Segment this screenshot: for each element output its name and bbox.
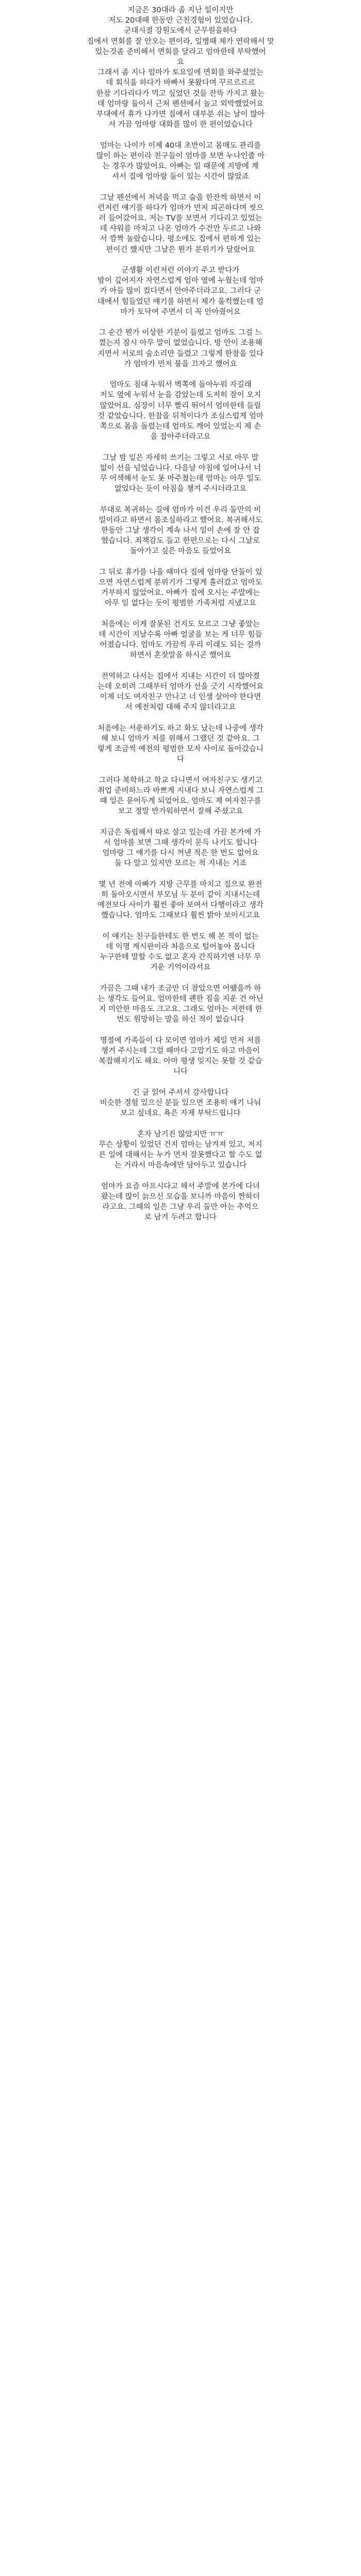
post-line: 무 어색해서 눈도 못 마주쳤는데 엄마는 아무 일도 — [100, 474, 261, 483]
post-line: 서 예전처럼 대해 주지 않더라고요 — [125, 703, 236, 712]
post-line: 비슷한 경험 있으신 분들 있으면 조용히 얘기 나눠 — [100, 1099, 261, 1108]
post-line: 해 보니 엄마가 저를 위해서 그랬던 것 같아요. 그 — [101, 735, 260, 743]
post-line: 데 시간이 지날수록 아빠 얼굴을 보는 게 너무 힘들 — [99, 631, 262, 639]
post-line: 보고 정말 반가워하면서 잘해 주셨고요 — [118, 807, 243, 816]
post-line: 가 엄마가 먼저 불을 끄자고 했어요 — [124, 360, 237, 368]
post-line: 처음에는 서운하기도 하고 화도 났는데 나중에 생각 — [97, 724, 264, 733]
post-line: 을 잡아주더라고요 — [150, 433, 211, 442]
post-line — [18, 369, 343, 380]
post-line: 그래서 좀 지나 엄마가 토요일에 면회를 와주셨었는 — [97, 69, 264, 77]
post-line — [18, 713, 343, 723]
post-line — [18, 1171, 343, 1181]
post-line — [18, 869, 343, 879]
post-line: 그날 펜션에서 저녁을 먹고 술을 한잔씩 하면서 이 — [100, 193, 261, 202]
post-line: 많이 하는 편이라 친구들이 엄마를 보면 누나인줄 아 — [96, 151, 265, 160]
post-line: 는 경우가 많았어요. 아빠는 일 때문에 지방에 계 — [102, 162, 259, 171]
post-line: 없었다는 듯이 아침을 챙겨 주시더라고요 — [114, 485, 247, 494]
post-line: 챙겨 주시는데 그럴 때마다 고맙기도 하고 마음이 — [101, 1047, 260, 1056]
post-line: 거운 기억이라서요 — [150, 963, 211, 972]
post-line: 그 순간 뭔가 이상한 기분이 들었고 엄마도 그걸 느 — [99, 329, 262, 337]
post-line — [18, 1118, 343, 1129]
post-line: 른 일에 대해서는 누가 먼저 잘못했다고 할 수도 없 — [99, 1151, 262, 1160]
post-line: 않았어요. 심장이 너무 빨리 뛰어서 엄마한테 들릴 — [100, 401, 261, 410]
post-line: 마가 토닥여 주면서 더 꼭 안아줬어요 — [120, 308, 241, 316]
post-line: 그날 밤 일은 자세히 쓰기는 그렇고 서로 아무 말 — [102, 453, 259, 462]
post-line — [18, 255, 343, 265]
post-line — [18, 765, 343, 775]
post-line: 라고요. 그때의 일은 그냥 우리 둘만 아는 추억으 — [102, 1203, 259, 1212]
post-line: 혼자 남기진 않았지만 ㅠㅠ — [137, 1130, 224, 1139]
post-line: 취업 준비하느라 바쁘게 지내다 보니 자연스럽게 그 — [97, 787, 264, 795]
post-line: 긴 글 읽어 주셔서 감사합니다 — [132, 1088, 229, 1097]
post-line: 몇 년 전에 아빠가 지방 근무를 마치고 집으로 완전 — [99, 880, 262, 889]
post-line — [18, 609, 343, 619]
post-line: 가끔은 그때 내가 조금만 더 참았으면 어땠을까 하 — [100, 984, 261, 993]
post-line: 둘 다 알고 있지만 모르는 척 지내는 거죠 — [114, 859, 247, 868]
post-line — [18, 661, 343, 671]
post-line: 저도 20대때 한동안 근친경험이 있었습니다. — [108, 16, 253, 25]
post-line — [18, 557, 343, 567]
post-line: 그 뒤로 휴가를 나올 때마다 집에 엄마랑 단둘이 있 — [99, 568, 262, 577]
post-line — [18, 1025, 343, 1036]
post-line — [18, 494, 343, 504]
post-line: 쪽으로 몸을 돌렸는데 엄마도 깨어 있었는지 제 손 — [100, 422, 261, 431]
post-line: 런저런 얘기를 하다가 엄마가 먼저 피곤하다며 씻으 — [97, 204, 264, 212]
post-line — [18, 921, 343, 931]
post-line: 지금은 독립해서 따로 살고 있는데 가끔 본가에 가 — [100, 828, 261, 837]
post-line: 군생활 이런저런 이야기 주고 받다가 — [121, 266, 240, 275]
post-line: 한참 기다리다가 먹고 싶었던 것들 잔뜩 가지고 왔는 — [96, 89, 265, 98]
post-line: 했습니다. 엄마도 그때보다 훨씬 밝아 보이시고요 — [101, 911, 260, 920]
post-line: 는 거라서 마음속에만 담아두고 있습니다 — [114, 1161, 247, 1170]
post-line: 한동안 그날 생각이 계속 나서 일이 손에 잘 안 잡 — [101, 527, 260, 535]
post-line — [18, 130, 343, 140]
post-line: 군대시절 강원도에서 군무원을하다 — [124, 27, 237, 36]
post-line: 아무 일 없다는 듯이 평범한 가족처럼 지냈고요 — [105, 599, 256, 608]
post-line: 지 미안한 마음도 크고요. 그래도 엄마는 저한테 한 — [99, 1005, 262, 1014]
post-line: 서 가끔 엄마랑 대화를 많이 한 편이었습니다 — [108, 121, 253, 129]
post-line: 는 생각도 들어요. 엄마한테 괜한 짐을 지운 건 아닌 — [97, 995, 264, 1004]
post-line — [18, 182, 343, 192]
post-line: 요 — [176, 58, 184, 67]
post-line: 거부하지 않았어요. 아빠가 집에 오시는 주말에는 — [101, 589, 260, 598]
post-line: 데 익명 게시판이라 처음으로 털어놓아 봅니다 — [106, 943, 255, 952]
post-line: 하면서 혼잣말을 하시곤 했어요 — [130, 651, 231, 660]
post-line — [18, 817, 343, 827]
post-line: 서 깜짝 놀랐습니다. 평소에도 집에서 편하게 있는 — [100, 235, 261, 244]
post-line — [18, 442, 343, 452]
post-line: 무슨 상황이 있었던 건지 엄마는 남겨져 있고, 저지 — [99, 1140, 262, 1149]
post-line: 이제 너도 여자친구 만나고 너 인생 살아야 한다면 — [100, 693, 261, 702]
post-line: 밤이 깊어지자 자연스럽게 엄마 옆에 누웠는데 엄마 — [97, 277, 264, 285]
post-line: 명절에 가족들이 다 모이면 엄마가 제일 먼저 저를 — [100, 1036, 261, 1045]
post-line: 로 남겨 두려고 합니다 — [144, 1213, 217, 1222]
post-body — [18, 5, 343, 1223]
post-line: 데 샤워를 마치고 나온 엄마가 수건만 두르고 나와 — [100, 225, 261, 233]
post-line: 왔는데 많이 늙으신 모습을 보니까 마음이 짠하더 — [101, 1192, 260, 1201]
post-line: 엄마랑 그 얘기를 다시 꺼낸 적은 한 번도 없어요 — [102, 849, 259, 858]
post-line: 엄마는 나이가 이제 40대 초반이고 몸매도 관리를 — [100, 141, 261, 150]
post-line: 는데 오히려 그때부터 엄마가 선을 긋기 시작했어요 — [97, 683, 264, 691]
post-line: 있는것좀 준비해서 면회를 달라고 엄마한테 부탁했어 — [95, 47, 266, 56]
post-line — [18, 1077, 343, 1088]
post-line: 전역하고 나서는 집에서 지내는 시간이 더 많아졌 — [101, 672, 260, 681]
post-line: 어졌습니다. 엄마도 가끔씩 우리 이래도 되는 걸까 — [100, 641, 261, 650]
post-line: 다 — [176, 755, 184, 764]
post-line: 지면서 서로의 숨소리만 들렸고 그렇게 한참을 있다 — [97, 349, 264, 358]
post-line: 것 같았습니다. 한참을 뒤척이다가 조심스럽게 엄마 — [97, 412, 264, 420]
post-line: 보고 싶네요. 욕은 자제 부탁드립니다 — [120, 1109, 241, 1118]
post-line: 가 아들 많이 컸다면서 안아주더라고요. 그러다 군 — [100, 287, 261, 296]
post-line: 없이 선을 넘었습니다. 다음날 아침에 일어나서 너 — [100, 464, 261, 472]
post-line: 데 회식을 하다가 바빠서 못왔다며 꾸르르르르 — [106, 79, 255, 88]
post-line: 부대에서 휴가 나가면 집에서 대부분 쉬는 날이 많아 — [96, 110, 265, 119]
post-line — [18, 317, 343, 328]
post-line: 히 돌아오시면서 부모님 두 분이 같이 지내시는데 — [101, 891, 260, 900]
post-line: 엄마도 침대 누워서 벽쪽에 돌아누워 자길래 — [109, 381, 252, 389]
post-line: 이 얘기는 친구들한테도 한 번도 해 본 적이 없는 — [102, 932, 259, 941]
post-line: 대에서 힘들었던 얘기를 하면서 제가 울컥했는데 엄 — [97, 297, 264, 306]
post-line: 꼈는지 잠시 아무 말이 없었습니다. 방 안이 조용해 — [99, 339, 262, 348]
post-line: 부대로 복귀하는 길에 엄마가 이건 우리 둘만의 비 — [100, 505, 261, 514]
post-line — [18, 973, 343, 984]
post-line: 엄마가 요즘 아프시다고 해서 주말에 본가에 다녀 — [101, 1182, 260, 1191]
post-line: 밀이라고 하면서 몸조심하라고 했어요. 복귀해서도 — [99, 516, 262, 524]
post-line: 니다 — [173, 1067, 188, 1076]
post-line: 지금은 30대라 좀 지난 일이지만 — [127, 6, 234, 14]
post-line: 번도 원망하는 말을 하신 적이 없습니다 — [117, 1015, 244, 1024]
post-line: 데 엄마랑 둘이서 근처 펜션에서 놀고 외박했었어요 — [97, 99, 264, 108]
post-line: 집에서 면회를 잘 안오는 편이라, 일병때 제가 연락해서 맛 — [87, 37, 274, 46]
post-line: 저도 옆에 누워서 눈을 감았는데 도저히 잠이 오지 — [100, 391, 261, 400]
post-line: 셔서 집에 엄마랑 둘이 있는 시간이 많았죠 — [112, 173, 249, 181]
post-line: 혔습니다. 죄책감도 들고 한편으로는 다시 그날로 — [101, 537, 260, 546]
post-line: 러 들어갔어요. 저는 TV를 보면서 기다리고 있었는 — [99, 214, 262, 223]
post-line: 편이긴 했지만 그날은 뭔가 분위기가 달랐어요 — [106, 245, 255, 254]
post-line: 서 엄마를 보면 그때 생각이 문득 나기도 합니다 — [103, 839, 258, 848]
post-line: 누구한테 말할 수도 없고 혼자 간직하기엔 너무 무 — [100, 953, 261, 962]
post-line: 렇게 조금씩 예전의 평범한 모자 사이로 돌아갔습니 — [97, 745, 264, 754]
post-line: 처음에는 이게 잘못된 건지도 모르고 그냥 좋았는 — [101, 620, 260, 629]
post-line: 돌아가고 싶은 마음도 들었어요 — [130, 547, 231, 556]
post-line: 으면 자연스럽게 분위기가 그렇게 흘러갔고 엄마도 — [99, 579, 262, 587]
post-line: 때 일은 묻어두게 되었어요. 엄마도 제 여자친구를 — [100, 797, 261, 806]
post-line: 복잡해지기도 해요. 아마 평생 잊지는 못할 것 같습 — [99, 1057, 262, 1066]
post-line: 그러다 복학하고 학교 다니면서 여자친구도 생기고 — [99, 776, 262, 785]
post-line: 예전보다 사이가 훨씬 좋아 보여서 다행이라고 생각 — [97, 901, 264, 910]
